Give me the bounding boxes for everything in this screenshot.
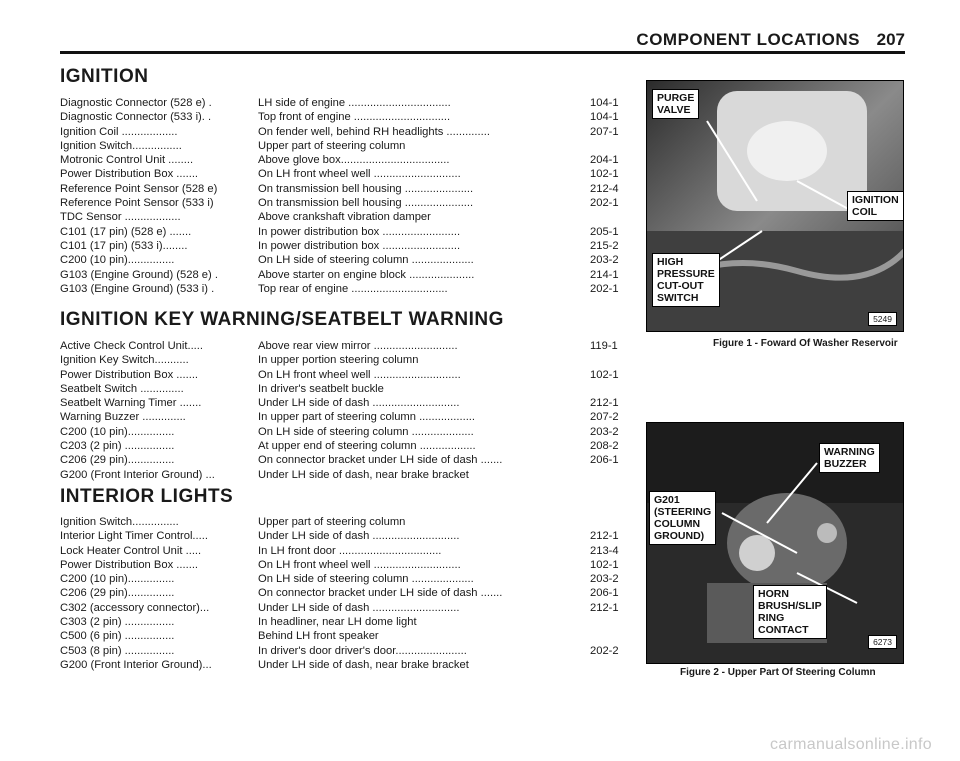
table-row — [60, 125, 630, 139]
location-text: Under LH side of dash, near brake bracket — [258, 468, 469, 481]
table-row — [60, 96, 630, 110]
location-text: At upper end of steering column .................. — [258, 440, 476, 453]
location-text: On connector bracket under LH side of dash ....... — [258, 454, 503, 467]
entries-key-warning — [60, 339, 630, 482]
figure-ref — [580, 515, 630, 529]
table-row — [60, 268, 630, 282]
location-text: On transmission bell housing ...................... — [258, 182, 474, 195]
component-name: C101 (17 pin) (528 e) ....... — [60, 225, 192, 238]
figure-ref — [580, 210, 630, 224]
table-row — [60, 368, 630, 382]
table-row — [60, 382, 630, 396]
table-row — [60, 253, 630, 267]
label-horn-contact: HORN BRUSH/SLIP RING CONTACT — [753, 585, 827, 639]
location-text: On LH side of steering column .................... — [258, 254, 474, 267]
table-row — [60, 453, 630, 467]
location-text: Under LH side of dash, near brake bracket — [258, 658, 469, 671]
page-number: 207 — [876, 30, 905, 49]
component-name: C200 (10 pin)............... — [60, 573, 175, 586]
figure-ref — [580, 139, 630, 153]
figure-ref: 203-2 — [590, 573, 619, 586]
location-text: Above rear view mirror ........................... — [258, 340, 458, 352]
figure-ref: 202-1 — [590, 197, 619, 210]
location-text: Above crankshaft vibration damper — [258, 211, 431, 224]
section-heading-interior-lights: INTERIOR LIGHTS — [60, 486, 234, 507]
location-text: In power distribution box ......................... — [258, 239, 461, 252]
figure-ref: 212-1 — [590, 601, 619, 614]
component-name: Warning Buzzer .............. — [60, 411, 186, 424]
component-name: G200 (Front Interior Ground) ... — [60, 468, 215, 481]
figure-ref: 206-1 — [590, 454, 619, 467]
figure-ref — [580, 468, 630, 482]
table-row — [60, 110, 630, 124]
table-row — [60, 153, 630, 167]
table-row — [60, 425, 630, 439]
figure-2-caption: Figure 2 - Upper Part Of Steering Column — [680, 667, 876, 678]
component-name: TDC Sensor .................. — [60, 211, 181, 224]
section-heading-key-warning: IGNITION KEY WARNING/SEATBELT WARNING — [60, 309, 504, 330]
label-ignition-coil: IGNITION COIL — [847, 191, 904, 221]
location-text: In driver's seatbelt buckle — [258, 382, 384, 395]
figure-ref — [580, 615, 630, 629]
table-row — [60, 439, 630, 453]
location-text: Above glove box................................... — [258, 154, 450, 167]
figure-ref: 207-1 — [590, 125, 619, 138]
table-row — [60, 139, 630, 153]
figure-2-photo — [646, 422, 904, 664]
figure-ref — [580, 629, 630, 643]
table-row — [60, 644, 630, 658]
table-row — [60, 544, 630, 558]
figure-ref: 102-1 — [590, 558, 619, 571]
table-row — [60, 196, 630, 210]
component-name: Reference Point Sensor (528 e) — [60, 182, 218, 195]
location-text: Top rear of engine ............................... — [258, 282, 448, 295]
component-name: C203 (2 pin) ................ — [60, 440, 175, 453]
figure-ref: 119-1 — [590, 340, 618, 352]
figure-ref — [580, 382, 630, 396]
entries-interior-lights — [60, 515, 630, 672]
component-name: Ignition Coil .................. — [60, 125, 178, 138]
figure-ref: 104-1 — [590, 111, 619, 124]
component-name: Seatbelt Switch .............. — [60, 382, 184, 395]
table-row — [60, 282, 630, 296]
location-text: On LH front wheel well ............................ — [258, 168, 461, 181]
table-row — [60, 658, 630, 672]
figure-ref: 104-1 — [590, 97, 619, 109]
location-text: Above starter on engine block ..................... — [258, 268, 475, 281]
figure-ref: 102-1 — [590, 368, 619, 381]
table-row — [60, 239, 630, 253]
table-row — [60, 529, 630, 543]
table-row — [60, 615, 630, 629]
location-text: In upper portion steering column — [258, 354, 419, 367]
location-text: Behind LH front speaker — [258, 630, 379, 643]
component-name: G103 (Engine Ground) (528 e) . — [60, 268, 218, 281]
figure-ref: 202-2 — [590, 644, 619, 657]
figure-2-code: 6273 — [868, 635, 897, 649]
table-row — [60, 586, 630, 600]
figure-ref: 102-1 — [590, 168, 619, 181]
component-name: Power Distribution Box ....... — [60, 368, 199, 381]
component-name: Power Distribution Box ....... — [60, 168, 199, 181]
component-name: C500 (6 pin) ................ — [60, 630, 175, 643]
location-text: LH side of engine ................................. — [258, 97, 451, 109]
section-heading-ignition: IGNITION — [60, 66, 149, 87]
figure-ref: 206-1 — [590, 587, 619, 600]
location-text: In driver's door driver's door....................... — [258, 644, 467, 657]
table-row — [60, 601, 630, 615]
location-text: Upper part of steering column — [258, 139, 406, 152]
figure-ref — [580, 353, 630, 367]
figure-ref — [580, 658, 630, 672]
label-g201-ground: G201 (STEERING COLUMN GROUND) — [649, 491, 716, 545]
table-row — [60, 210, 630, 224]
figure-ref: 213-4 — [590, 544, 619, 557]
location-text: On LH side of steering column .................... — [258, 425, 474, 438]
table-row — [60, 558, 630, 572]
label-warning-buzzer: WARNING BUZZER — [819, 443, 880, 473]
table-row — [60, 468, 630, 482]
figure-ref: 203-2 — [590, 425, 619, 438]
location-text: On transmission bell housing ...................... — [258, 197, 474, 210]
location-text: In LH front door ................................. — [258, 544, 442, 557]
component-name: Motronic Control Unit ........ — [60, 154, 194, 167]
table-row — [60, 410, 630, 424]
table-row — [60, 353, 630, 367]
component-name: C206 (29 pin)............... — [60, 587, 175, 600]
figure-ref: 212-1 — [590, 397, 619, 410]
figure-ref: 207-2 — [590, 411, 619, 424]
component-name: Active Check Control Unit..... — [60, 340, 204, 352]
table-row — [60, 225, 630, 239]
location-text: On connector bracket under LH side of dash ....... — [258, 587, 503, 600]
location-text: Under LH side of dash ............................ — [258, 397, 460, 410]
component-name: Interior Light Timer Control..... — [60, 530, 208, 543]
component-name: C302 (accessory connector)... — [60, 601, 210, 614]
component-name: C200 (10 pin)............... — [60, 425, 175, 438]
watermark: carmanualsonline.info — [770, 736, 932, 753]
component-name: Diagnostic Connector (528 e) . — [60, 97, 212, 109]
location-text: On LH front wheel well ............................ — [258, 368, 461, 381]
location-text: Under LH side of dash ............................ — [258, 601, 460, 614]
table-row — [60, 339, 630, 353]
figure-ref: 212-1 — [590, 530, 619, 543]
table-row — [60, 182, 630, 196]
figure-ref: 208-2 — [590, 440, 619, 453]
figure-ref: 203-2 — [590, 254, 619, 267]
location-text: Top front of engine ............................... — [258, 111, 451, 124]
table-row — [60, 629, 630, 643]
location-text: In upper part of steering column .................. — [258, 411, 476, 424]
entries-ignition — [60, 96, 630, 296]
component-name: Ignition Switch................ — [60, 139, 182, 152]
component-name: Lock Heater Control Unit ..... — [60, 544, 202, 557]
figure-1-photo — [646, 80, 904, 332]
component-name: Ignition Key Switch........... — [60, 354, 189, 367]
header-rule — [60, 51, 905, 54]
figure-1-code: 5249 — [868, 312, 897, 326]
figure-ref: 215-2 — [590, 239, 619, 252]
table-row — [60, 515, 630, 529]
label-high-pressure-switch: HIGH PRESSURE CUT-OUT SWITCH — [652, 253, 720, 307]
component-name: Reference Point Sensor (533 i) — [60, 197, 214, 210]
figure-ref: 214-1 — [590, 268, 619, 281]
table-row — [60, 167, 630, 181]
location-text: In power distribution box ......................... — [258, 225, 461, 238]
component-name: C200 (10 pin)............... — [60, 254, 175, 267]
figure-ref: 204-1 — [590, 154, 619, 167]
component-name: Ignition Switch............... — [60, 516, 179, 528]
location-text: In headliner, near LH dome light — [258, 616, 417, 629]
location-text: On fender well, behind RH headlights .............. — [258, 125, 490, 138]
component-name: C503 (8 pin) ................ — [60, 644, 175, 657]
figure-ref: 205-1 — [590, 225, 619, 238]
page-header — [0, 0, 960, 56]
component-name: C101 (17 pin) (533 i)........ — [60, 239, 188, 252]
location-text: Upper part of steering column — [258, 516, 406, 528]
component-name: C206 (29 pin)............... — [60, 454, 175, 467]
location-text: Under LH side of dash ............................ — [258, 530, 460, 543]
table-row — [60, 396, 630, 410]
location-text: On LH front wheel well ............................ — [258, 558, 461, 571]
page-title: COMPONENT LOCATIONS — [636, 30, 860, 49]
figure-ref: 202-1 — [590, 282, 619, 295]
label-purge-valve: PURGE VALVE — [652, 89, 699, 119]
figure-1-caption: Figure 1 - Foward Of Washer Reservoir — [713, 338, 898, 349]
component-name: Power Distribution Box ....... — [60, 558, 199, 571]
component-name: Seatbelt Warning Timer ....... — [60, 397, 202, 410]
component-name: G200 (Front Interior Ground)... — [60, 658, 212, 671]
table-row — [60, 572, 630, 586]
component-name: C303 (2 pin) ................ — [60, 616, 175, 629]
component-name: G103 (Engine Ground) (533 i) . — [60, 282, 215, 295]
location-text: On LH side of steering column .................... — [258, 573, 474, 586]
figure-ref: 212-4 — [590, 182, 619, 195]
component-name: Diagnostic Connector (533 i). . — [60, 111, 212, 124]
